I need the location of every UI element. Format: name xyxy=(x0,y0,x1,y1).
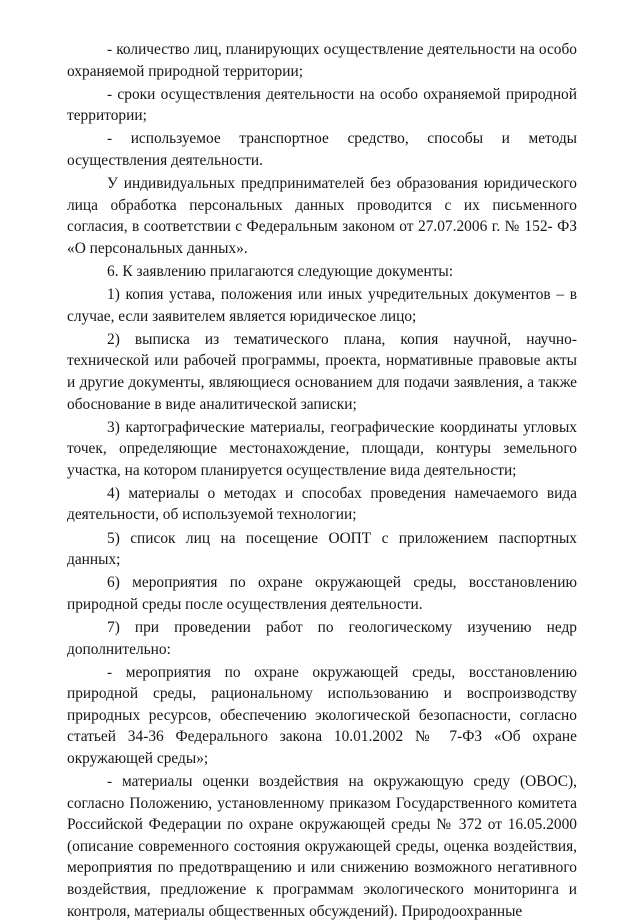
list-item-2-plan-extract: 2) выписка из тематического плана, копия научной, научно-технической или рабочей программы, проекта, нормативные правовые акты и другие документы, являющиеся основанием для подачи заявления, а также обоснование в виде аналитической записки; xyxy=(67,330,577,413)
list-item-5-visitors-list: 5) список лиц на посещение ООПТ с приложением паспортных данных; xyxy=(67,529,577,569)
sub-item-environment-measures: - мероприятия по охране окружающей среды, восстановлению природной среды, рациональному использованию и воспроизводству природных ресурсов, обеспечению экологической безопасности, согласно статьей 34-36 Федерального закона 10.01.2002 № 7-ФЗ «Об охране окружающей среды»; xyxy=(67,663,577,767)
list-item-3-cartographic-materials: 3) картографические материалы, географические координаты угловых точек, определяющие местонахождение, площади, контуры земельного участка, на котором планируется осуществление вида деятельности; xyxy=(67,418,577,479)
paragraph-personal-data: У индивидуальных предпринимателей без образования юридического лица обработка персональных данных проводится с их письменного согласия, в соответствии с Федеральным законом от 27.07.2006 г. № 152- ФЗ «О персональных данных». xyxy=(67,175,577,257)
list-item-transport-methods: - используемое транспортное средство, способы и методы осуществления деятельности. xyxy=(67,130,577,169)
sub-item-ovos-materials: - материалы оценки воздействия на окружающую среду (ОВОС), согласно Положению, установленному приказом Государственного комитета Российской Федерации по охране окружающей среды № 372 от 16.05.2000 (описание современного состояния окружающей среды, оценка воздействия, мероприятия по предотвращению и или снижению возможного негативного воздействия, предложение к программам экологического мониторинга и контроля, материалы общественных обсуждений). Природоохранные xyxy=(67,773,577,920)
list-item-1-charter-copy: 1) копия устава, положения или иных учредительных документов – в случае, если заявителем является юридическое лицо; xyxy=(67,286,577,325)
list-item-4-methods-materials: 4) материалы о методах и способах проведения намечаемого вида деятельности, об используемой технологии; xyxy=(67,484,577,524)
list-item-activity-terms: - сроки осуществления деятельности на особо охраняемой природной территории; xyxy=(67,85,577,125)
section-6-heading: 6. К заявлению прилагаются следующие документы: xyxy=(107,262,454,280)
list-item-6-protection-measures: 6) мероприятия по охране окружающей среды, восстановлению природной среды после осуществления деятельности. xyxy=(67,574,577,613)
list-item-participants-count: - количество лиц, планирующих осуществление деятельности на особо охраняемой природной территории; xyxy=(67,41,577,80)
list-item-7-geological-works: 7) при проведении работ по геологическому изучению недр дополнительно: xyxy=(67,618,577,658)
